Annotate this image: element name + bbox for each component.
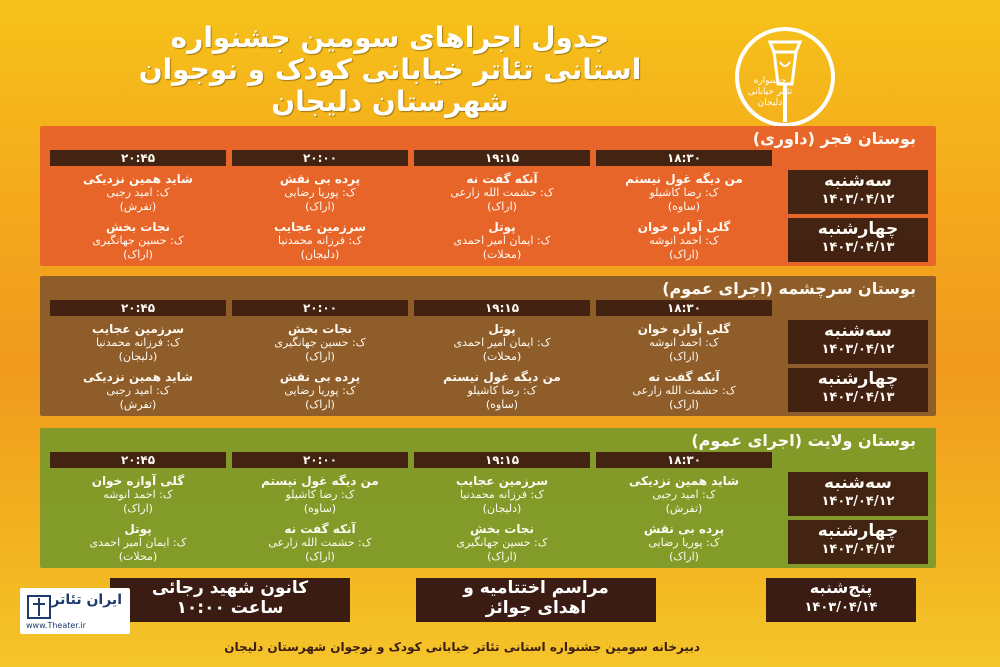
time-header: ۱۹:۱۵ (414, 452, 590, 468)
performance-author: ک: فرزانه محمدنیا (277, 234, 363, 247)
performance-author: ک: احمد انوشه (649, 336, 719, 349)
iran-theater-logo[interactable] (20, 588, 130, 634)
performance-author: ک: ایمان امیر احمدی (453, 234, 551, 247)
day-name: سه‌شنبه (824, 321, 892, 341)
performance-city: (دلیجان) (300, 248, 340, 261)
performance-cell (50, 322, 226, 366)
footer-ceremony-line-1: مراسم اختتامیه و (463, 578, 609, 598)
logo-line-2: تئاتر خیابانی (747, 87, 793, 97)
performance-cell (232, 220, 408, 264)
performance-cell (596, 370, 772, 414)
performance-title: آنکه گفت نه (466, 172, 538, 186)
logo-line-1: جشنواره (753, 76, 787, 86)
day-date: ۱۴۰۳/۰۴/۱۲ (821, 494, 895, 509)
page-title (110, 22, 670, 118)
performance-title: پوتل (488, 322, 516, 336)
performance-author: ک: رضا کاشیلو (285, 488, 355, 501)
day-name: چهارشنبه (817, 369, 899, 389)
performance-cell (596, 322, 772, 366)
footer-day (766, 578, 916, 622)
performance-title: شاید همین نزدیکی (83, 172, 193, 186)
performance-city: (دلیجان) (118, 350, 158, 363)
performance-city: (محلات) (118, 550, 158, 563)
footer-venue-line-1: کانون شهید رجائی (151, 578, 309, 598)
performance-author: ک: پوریا رضایی (284, 186, 356, 199)
section-title: بوستان ولایت (اجرای عموم) (691, 431, 916, 450)
performance-cell (50, 220, 226, 264)
title-line-3: شهرستان دلیجان (271, 85, 509, 118)
performance-city: (اراک) (305, 550, 335, 563)
performance-cell (596, 172, 772, 216)
performance-city: (ساوه) (303, 502, 337, 515)
performance-author: ک: حسین جهانگیری (92, 234, 184, 247)
performance-author: ک: حشمت الله زارعی (632, 384, 736, 397)
footer-ceremony-line-2: اهدای جوائز (485, 598, 587, 618)
day-date: ۱۴۰۳/۰۴/۱۳ (821, 390, 895, 405)
performance-city: (تفرش) (119, 398, 157, 411)
performance-author: ک: حسین جهانگیری (274, 336, 366, 349)
performance-title: آنکه گفت نه (284, 522, 356, 536)
performance-author: ک: امید رجبی (106, 186, 170, 199)
footer-venue (110, 578, 350, 622)
time-header: ۱۸:۳۰ (596, 150, 772, 166)
performance-cell (50, 370, 226, 414)
day-name: چهارشنبه (817, 521, 899, 541)
performance-title: پرده بی نقش (279, 370, 361, 384)
performance-title: نجات بخش (105, 220, 170, 234)
performance-city: (اراک) (487, 200, 517, 213)
site-name: ایران تئاتر (51, 592, 122, 608)
performance-city: (ساوه) (667, 200, 701, 213)
time-header: ۲۰:۰۰ (232, 150, 408, 166)
performance-title: سرزمین عجایب (273, 220, 367, 234)
time-header: ۱۹:۱۵ (414, 300, 590, 316)
performance-title: سرزمین عجایب (91, 322, 185, 336)
section-2 (40, 276, 936, 416)
performance-cell (232, 522, 408, 566)
performance-cell (232, 322, 408, 366)
time-header: ۱۸:۳۰ (596, 452, 772, 468)
day-date: ۱۴۰۳/۰۴/۱۳ (821, 240, 895, 255)
performance-city: (تفرش) (665, 502, 703, 515)
performance-title: پوتل (488, 220, 516, 234)
performance-title: شاید همین نزدیکی (629, 474, 739, 488)
site-url: www.Theater.ir (26, 621, 86, 630)
day-date: ۱۴۰۳/۰۴/۱۳ (821, 542, 895, 557)
performance-title: من دیگه غول نیستم (443, 370, 561, 384)
performance-title: گلی آوازه خوان (637, 220, 731, 234)
performance-author: ک: حشمت الله زارعی (450, 186, 554, 199)
title-line-1: جدول اجراهای سومین جشنواره (170, 21, 610, 54)
performance-title: آنکه گفت نه (648, 370, 720, 384)
time-header: ۲۰:۴۵ (50, 452, 226, 468)
performance-author: ک: رضا کاشیلو (467, 384, 537, 397)
performance-author: ک: پوریا رضایی (648, 536, 720, 549)
performance-author: ک: فرزانه محمدنیا (95, 336, 181, 349)
day-label (788, 520, 928, 564)
day-date: ۱۴۰۳/۰۴/۱۲ (821, 192, 895, 207)
day-name: سه‌شنبه (824, 473, 892, 493)
day-label (788, 472, 928, 516)
performance-city: (اراک) (305, 398, 335, 411)
time-header: ۲۰:۰۰ (232, 300, 408, 316)
performance-city: (اراک) (669, 550, 699, 563)
performance-city: (اراک) (669, 398, 699, 411)
footer-day-name: پنج‌شنبه (809, 578, 873, 597)
performance-author: ک: ایمان امیر احمدی (89, 536, 187, 549)
footer-venue-line-2: ساعت ۱۰:۰۰ (176, 598, 284, 618)
performance-cell (414, 522, 590, 566)
performance-title: نجات بخش (469, 522, 534, 536)
time-header: ۱۸:۳۰ (596, 300, 772, 316)
performance-cell (232, 474, 408, 518)
performance-author: ک: فرزانه محمدنیا (459, 488, 545, 501)
performance-author: ک: حشمت الله زارعی (268, 536, 372, 549)
performance-city: (محلات) (482, 350, 522, 363)
performance-cell (50, 474, 226, 518)
performance-city: (اراک) (487, 550, 517, 563)
time-header: ۲۰:۰۰ (232, 452, 408, 468)
performance-city: (اراک) (305, 200, 335, 213)
performance-author: ک: حسین جهانگیری (456, 536, 548, 549)
logo-text (740, 76, 800, 109)
performance-author: ک: ایمان امیر احمدی (453, 336, 551, 349)
performance-city: (اراک) (123, 248, 153, 261)
day-label (788, 218, 928, 262)
performance-title: سرزمین عجایب (455, 474, 549, 488)
time-header: ۱۹:۱۵ (414, 150, 590, 166)
performance-city: (اراک) (305, 350, 335, 363)
footer-day-date: ۱۴۰۳/۰۴/۱۴ (804, 600, 878, 615)
performance-cell (50, 522, 226, 566)
performance-author: ک: امید رجبی (652, 488, 716, 501)
performance-author: ک: رضا کاشیلو (649, 186, 719, 199)
logo-line-3: دلیجان (757, 98, 783, 108)
performance-title: من دیگه غول نیستم (261, 474, 379, 488)
performance-cell (596, 522, 772, 566)
performance-city: (اراک) (669, 350, 699, 363)
time-header: ۲۰:۴۵ (50, 150, 226, 166)
performance-cell (414, 220, 590, 264)
performance-cell (596, 474, 772, 518)
performance-cell (414, 322, 590, 366)
performance-cell (232, 172, 408, 216)
performance-cell (596, 220, 772, 264)
section-3 (40, 428, 936, 568)
performance-title: گلی آوازه خوان (637, 322, 731, 336)
performance-title: من دیگه غول نیستم (625, 172, 743, 186)
day-name: سه‌شنبه (824, 171, 892, 191)
performance-cell (414, 172, 590, 216)
performance-city: (دلیجان) (482, 502, 522, 515)
performance-title: پرده بی نقش (643, 522, 725, 536)
day-name: چهارشنبه (817, 219, 899, 239)
performance-city: (محلات) (482, 248, 522, 261)
performance-city: (تفرش) (119, 200, 157, 213)
time-header: ۲۰:۴۵ (50, 300, 226, 316)
day-date: ۱۴۰۳/۰۴/۱۲ (821, 342, 895, 357)
section-title: بوستان فجر (داوری) (752, 129, 916, 148)
day-label (788, 368, 928, 412)
performance-author: ک: احمد انوشه (649, 234, 719, 247)
performance-author: ک: امید رجبی (106, 384, 170, 397)
performance-title: پوتل (124, 522, 152, 536)
day-label (788, 320, 928, 364)
performance-city: (اراک) (123, 502, 153, 515)
day-label (788, 170, 928, 214)
performance-title: نجات بخش (287, 322, 352, 336)
performance-city: (اراک) (669, 248, 699, 261)
performance-cell (50, 172, 226, 216)
footer-ceremony (416, 578, 656, 622)
performance-cell (414, 370, 590, 414)
footer-note: دبیرخانه سومین جشنواره استانی تئاتر خیابانی کودک و نوجوان شهرستان دلیجان (224, 640, 700, 654)
performance-cell (414, 474, 590, 518)
section-title: بوستان سرچشمه (اجرای عموم) (662, 279, 916, 298)
performance-title: شاید همین نزدیکی (83, 370, 193, 384)
performance-cell (232, 370, 408, 414)
performance-author: ک: پوریا رضایی (284, 384, 356, 397)
performance-city: (ساوه) (485, 398, 519, 411)
performance-author: ک: احمد انوشه (103, 488, 173, 501)
performance-title: پرده بی نقش (279, 172, 361, 186)
performance-title: گلی آوازه خوان (91, 474, 185, 488)
section-1 (40, 126, 936, 266)
title-line-2: استانی تئاتر خیابانی کودک و نوجوان (138, 53, 642, 86)
theater-logo-icon (26, 594, 52, 620)
